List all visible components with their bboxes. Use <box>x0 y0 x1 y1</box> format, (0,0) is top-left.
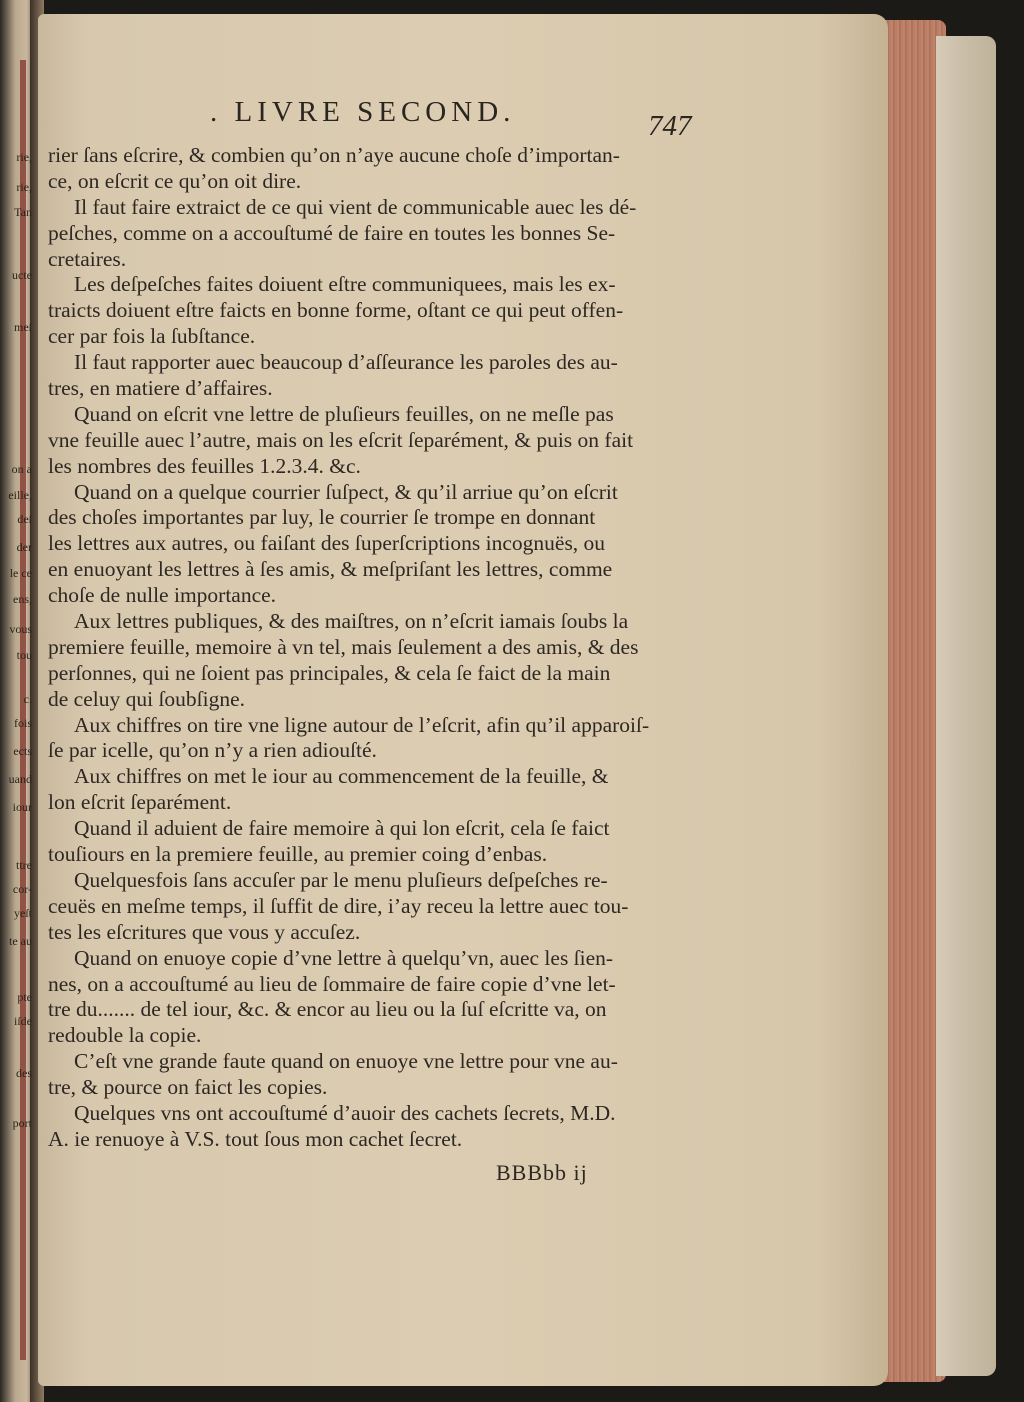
book-board <box>936 36 996 1376</box>
margin-fragment: port <box>12 1116 32 1130</box>
margin-fragment: Tan <box>14 205 32 219</box>
text-line: lon eſcrit ſeparément. <box>48 790 232 815</box>
text-line: tres, en matiere d’affaires. <box>48 376 273 401</box>
text-line: cer par fois la ſubſtance. <box>48 324 256 349</box>
margin-fragment: des <box>16 1066 32 1080</box>
text-line: Quand on a quelque courrier ſuſpect, & qu’il arriue qu’on eſcrit <box>74 479 618 504</box>
text-line: premiere feuille, memoire à vn tel, mais ſeulement a des amis, & des <box>48 634 639 659</box>
text-line: des choſes importantes par luy, le courrier ſe trompe en donnant <box>48 505 596 530</box>
margin-fragment: iſde <box>14 1014 32 1028</box>
margin-fragment: yeſt <box>14 906 32 920</box>
text-line: Quand on eſcrit vne lettre de pluſieurs feuilles, on ne meſle pas <box>74 401 614 426</box>
margin-fragment: meſ <box>14 320 32 334</box>
facing-page-red-edge <box>20 60 26 1360</box>
text-line: choſe de nulle importance. <box>48 583 277 608</box>
margin-fragment: le ce <box>9 566 32 580</box>
margin-fragment: rie, <box>16 180 32 194</box>
text-line: A. ie renuoye à V.S. tout ſous mon cachet ſecret. <box>48 1126 463 1151</box>
text-line: Quelquesfois ſans accuſer par le menu pluſieurs deſpeſches re- <box>74 867 608 892</box>
text-line: perſonnes, qui ne ſoient pas principales, & cela ſe faict de la main <box>48 660 611 685</box>
running-head: . LIVRE SECOND. <box>210 96 516 128</box>
text-line: ceuës en meſme temps, il ſuffit de dire, i’ay receu la lettre auec tou- <box>48 893 629 918</box>
margin-fragment: ucte <box>12 268 32 282</box>
text-line: C’eſt vne grande faute quand on enuoye vne lettre pour vne au- <box>74 1049 618 1074</box>
text-line: vne feuille auec l’autre, mais on les eſcrit ſeparément, & puis on fait <box>48 427 634 452</box>
text-line: nes, on a accouſtumé au lieu de ſommaire de faire copie d’vne let- <box>48 971 616 996</box>
margin-fragment: tou <box>16 648 32 662</box>
folio: 747 <box>648 110 692 142</box>
text-line: Aux chiffres on tire vne ligne autour de l’eſcrit, afin qu’il apparoiſ- <box>74 712 650 737</box>
margin-fragment: on a <box>11 462 32 476</box>
margin-fragment: uand <box>8 772 32 786</box>
text-line: peſches, comme on a accouſtumé de faire en toutes les bonnes Se- <box>48 220 616 245</box>
text-line: les nombres des feuilles 1.2.3.4. &c. <box>48 453 361 478</box>
margin-fragment: ects <box>13 744 32 758</box>
text-line: Quand il aduient de faire memoire à qui lon eſcrit, cela ſe faict <box>74 816 610 841</box>
margin-fragment: cor- <box>12 882 32 896</box>
margin-fragment: ens, <box>13 592 32 606</box>
text-line: Il faut rapporter auec beaucoup d’aſſeurance les paroles des au- <box>74 350 618 375</box>
text-line: rier ſans eſcrire, & combien qu’on n’aye aucune choſe d’importan- <box>48 143 620 167</box>
margin-fragment: eille, <box>8 488 32 502</box>
margin-fragment: deſ <box>17 512 32 526</box>
text-line: tre du....... de tel iour, &c. & encor au lieu ou la ſuſ eſcritte va, on <box>48 997 607 1022</box>
text-line: touſiours en la premiere feuille, au premier coing d’enbas. <box>48 842 548 867</box>
signature-mark: BBBbb ij <box>496 1160 588 1185</box>
margin-fragment: te au <box>9 934 32 948</box>
margin-fragment: rie, <box>16 150 32 164</box>
text-line: Les deſpeſches faites doiuent eſtre communiquees, mais les ex- <box>74 272 616 297</box>
margin-fragment: der <box>16 540 32 554</box>
margin-fragment: vous <box>9 622 32 636</box>
text-line: en enuoyant les lettres à ſes amis, & meſpriſant les lettres, comme <box>48 557 613 582</box>
text-line: Aux lettres publiques, & des maiſtres, on n’eſcrit iamais ſoubs la <box>74 609 629 634</box>
margin-fragment: ttre <box>16 858 32 872</box>
text-line: Quand on enuoye copie d’vne lettre à quelqu’vn, auec les ſien- <box>74 945 614 970</box>
text-line: Il faut faire extraict de ce qui vient de communicable auec les dé- <box>74 194 637 219</box>
margin-fragment: pte <box>17 990 32 1004</box>
text-line: tre, & pource on faict les copies. <box>48 1075 328 1100</box>
text-line: traicts doiuent eſtre faicts en bonne forme, oſtant ce qui peut offen- <box>48 298 624 323</box>
text-line: les lettres aux autres, ou faiſant des ſuperſcriptions incognuës, ou <box>48 531 606 556</box>
margin-fragment: iour <box>12 800 32 814</box>
text-line: redouble la copie. <box>48 1023 202 1048</box>
text-line: ce, on eſcrit ce qu’on oit dire. <box>48 168 302 193</box>
body-text <box>48 143 696 1153</box>
margin-fragment: fois <box>14 716 32 730</box>
margin-fragment: c. <box>23 692 32 706</box>
text-line: ſe par icelle, qu’on n’y a rien adiouſté. <box>48 738 377 763</box>
text-line: Quelques vns ont accouſtumé d’auoir des cachets ſecrets, M.D. <box>74 1100 616 1125</box>
text-line: cretaires. <box>48 246 127 271</box>
text-line: Aux chiffres on met le iour au commencement de la feuille, & <box>74 764 609 789</box>
text-line: tes les eſcritures que vous y accuſez. <box>48 919 361 944</box>
text-line: de celuy qui ſoubſigne. <box>48 686 246 711</box>
